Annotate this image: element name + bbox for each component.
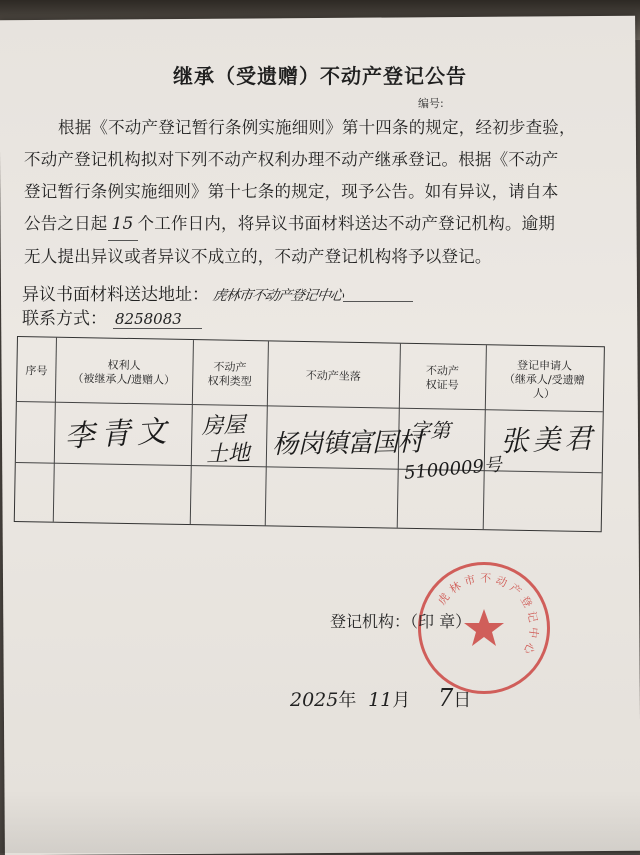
- header-applicant: 登记申请人 （继承人/受遗赠 人）: [503, 358, 585, 401]
- date-day-suffix: 日: [453, 690, 472, 711]
- registration-table: [14, 336, 605, 532]
- org-seal-placeholder: （印 章）: [410, 612, 472, 631]
- date-day: 7: [438, 684, 454, 712]
- cell-type-line2: 土地: [205, 440, 251, 468]
- date-year-suffix: 年: [338, 690, 357, 711]
- paragraph-line-1: 根据《不动产登记暂行条例实施细则》第十四条的规定，经初步查验，: [58, 118, 576, 137]
- paragraph-line-4-post: 个工作日内，将异议书面材料送达不动产登记机构。逾期: [137, 214, 556, 233]
- paragraph-line-2: 不动产登记机构拟对下列不动产权利办理不动产继承登记。根据《不动产: [24, 150, 559, 169]
- objection-address-label: 异议书面材料送达地址：: [22, 285, 209, 305]
- date-month: 11: [368, 689, 393, 711]
- header-holder: 权利人 （被继承人/遗赠人）: [72, 358, 176, 387]
- org-label: 登记机构：: [330, 612, 411, 631]
- cell-holder: 李青文: [63, 413, 174, 455]
- paper-shadow: [0, 790, 640, 853]
- cell-applicant: 张美君: [499, 421, 597, 458]
- header-type: 不动产 权利类型: [207, 360, 252, 389]
- contact-label: 联系方式：: [22, 309, 107, 329]
- header-cert: 不动产 权证号: [425, 364, 460, 392]
- registration-org: [330, 609, 471, 632]
- page-title: 继承（受遗赠）不动产登记公告: [173, 64, 467, 88]
- seal-text: 虎林市不动产登记中心: [435, 571, 541, 660]
- cell-cert-line2: 5100009号: [403, 454, 503, 484]
- paragraph-line-4-pre: 公告之日起: [24, 214, 108, 233]
- doc-number-label: 编号:: [418, 97, 444, 110]
- contact-info: [22, 304, 202, 329]
- objection-address: [22, 280, 413, 305]
- cell-location: 杨岗镇富国村: [272, 427, 423, 461]
- handwritten-days: 15: [108, 208, 138, 241]
- date-year: 2025: [290, 689, 339, 711]
- cell-cert-line1: 字第: [410, 417, 451, 443]
- announcement-paragraph: [24, 112, 589, 273]
- contact-handwritten: 8258083: [113, 310, 202, 329]
- header-location: 不动产坐落: [305, 369, 361, 384]
- paragraph-line-5: 无人提出异议或者异议不成立的，不动产登记机构将予以登记。: [24, 247, 492, 266]
- paragraph-line-3: 登记暂行条例实施细则》第十七条的规定，现予公告。如有异议，请自本: [24, 182, 559, 201]
- paragraph-line-4: [24, 208, 589, 241]
- date-month-suffix: 月: [392, 690, 411, 711]
- cell-type-line1: 房屋: [201, 412, 247, 440]
- table-row-divider: [16, 462, 602, 473]
- announcement-date: [290, 684, 471, 712]
- objection-address-handwritten: 虎林市不动产登记中心: [211, 288, 344, 304]
- header-no: 序号: [25, 364, 48, 378]
